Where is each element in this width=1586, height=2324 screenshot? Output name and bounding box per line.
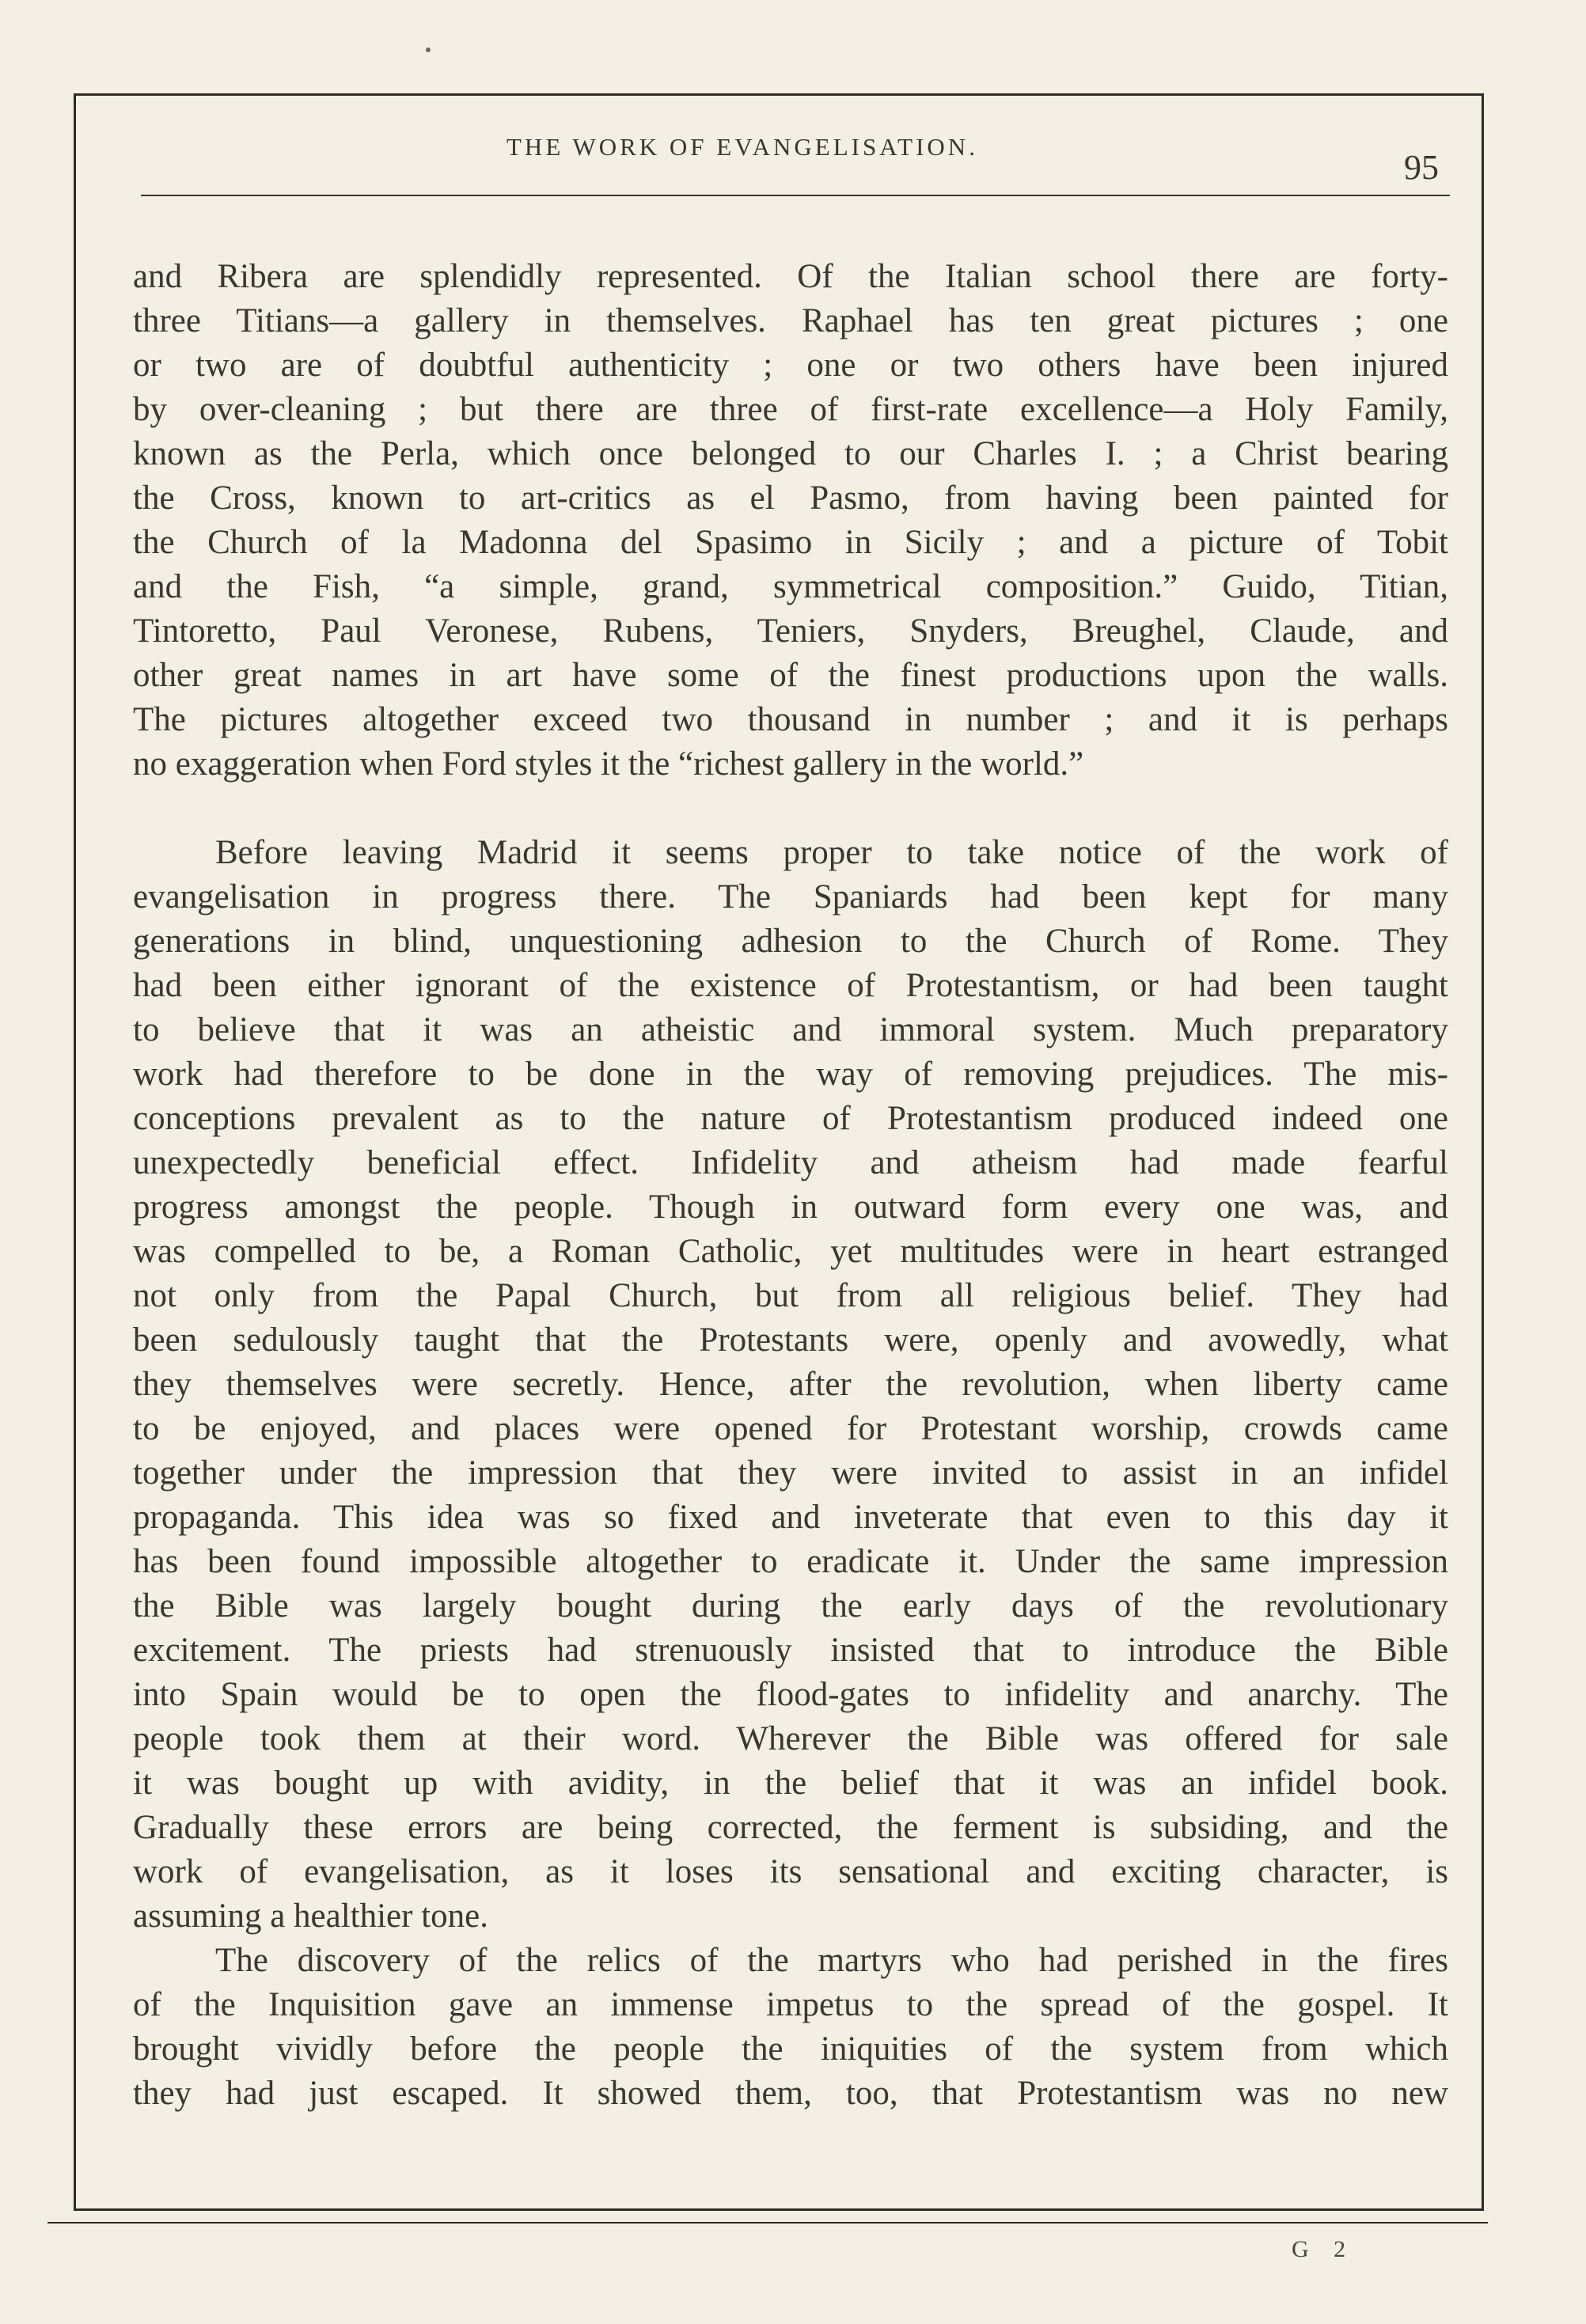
text-line: evangelisation in progress there. The Spaniards had been kept for many — [133, 878, 1448, 916]
text-line: or two are of doubtful authenticity ; one or two others have been injured — [133, 347, 1448, 384]
text-line: Gradually these errors are being corrected, the ferment is subsiding, and the — [133, 1809, 1448, 1846]
text-line: has been found impossible altogether to eradicate it. Under the same impression — [133, 1543, 1448, 1580]
page-number: 95 — [1404, 148, 1439, 187]
text-line: excitement. The priests had strenuously insisted that to introduce the Bible — [133, 1632, 1448, 1669]
text-line: The discovery of the relics of the martyrs who had perished in the fires — [215, 1942, 1448, 1979]
text-line: known as the Perla, which once belonged to our Charles I. ; a Christ bearing — [133, 435, 1448, 472]
text-line: other great names in art have some of the finest productions upon the walls. — [133, 657, 1448, 694]
text-line: into Spain would be to open the flood-gates to infidelity and anarchy. The — [133, 1676, 1448, 1713]
text-line: work had therefore to be done in the way of removing prejudices. The mis- — [133, 1056, 1448, 1093]
text-line: three Titians—a gallery in themselves. Raphael has ten great pictures ; one — [133, 302, 1448, 339]
paragraph-gap — [133, 787, 1448, 831]
text-line: generations in blind, unquestioning adhesion to the Church of Rome. They — [133, 923, 1448, 960]
paragraph — [133, 1939, 1448, 2116]
text-line: been sedulously taught that the Protestants were, openly and avowedly, what — [133, 1321, 1448, 1359]
running-head: THE WORK OF EVANGELISATION. — [507, 133, 978, 161]
bottom-rule — [47, 2222, 1488, 2224]
header-rule — [141, 195, 1450, 196]
text-line: Before leaving Madrid it seems proper to take notice of the work of — [215, 834, 1448, 871]
text-line: to be enjoyed, and places were opened for Protestant worship, crowds came — [133, 1410, 1448, 1447]
text-line: was compelled to be, a Roman Catholic, yet multitudes were in heart estranged — [133, 1233, 1448, 1270]
text-line: it was bought up with avidity, in the belief that it was an infidel book. — [133, 1765, 1448, 1802]
text-line: the Church of la Madonna del Spasimo in Sicily ; and a picture of Tobit — [133, 524, 1448, 561]
text-line: people took them at their word. Wherever the Bible was offered for sale — [133, 1720, 1448, 1757]
text-line: no exaggeration when Ford styles it the “richest gallery in the world.” — [133, 745, 1084, 783]
text-line: the Bible was largely bought during the early days of the revolutionary — [133, 1587, 1448, 1625]
text-line: Tintoretto, Paul Veronese, Rubens, Teniers, Snyders, Breughel, Claude, and — [133, 612, 1448, 650]
text-line: The pictures altogether exceed two thousand in number ; and it is perhaps — [133, 701, 1448, 738]
text-line: they themselves were secretly. Hence, after the revolution, when liberty came — [133, 1366, 1448, 1403]
text-line: they had just escaped. It showed them, too, that Protestantism was no new — [133, 2075, 1448, 2112]
body-text — [133, 255, 1448, 2116]
text-line: not only from the Papal Church, but from all religious belief. They had — [133, 1277, 1448, 1314]
text-line: assuming a healthier tone. — [133, 1897, 488, 1935]
text-line: the Cross, known to art-critics as el Pasmo, from having been painted for — [133, 480, 1448, 517]
text-line: unexpectedly beneficial effect. Infidelity and atheism had made fearful — [133, 1144, 1448, 1181]
text-line: and the Fish, “a simple, grand, symmetrical composition.” Guido, Titian, — [133, 568, 1448, 605]
text-line: by over-cleaning ; but there are three of first-rate excellence—a Holy Family, — [133, 391, 1448, 428]
text-line: propaganda. This idea was so fixed and inveterate that even to this day it — [133, 1499, 1448, 1536]
text-line: brought vividly before the people the iniquities of the system from which — [133, 2030, 1448, 2068]
text-line: to believe that it was an atheistic and immoral system. Much preparatory — [133, 1011, 1448, 1048]
text-line: work of evangelisation, as it loses its sensational and exciting character, is — [133, 1853, 1448, 1890]
text-line: progress amongst the people. Though in outward form every one was, and — [133, 1189, 1448, 1226]
text-line: together under the impression that they were invited to assist in an infidel — [133, 1454, 1448, 1492]
paragraph — [133, 831, 1448, 1939]
text-line: of the Inquisition gave an immense impetus to the spread of the gospel. It — [133, 1986, 1448, 2023]
ink-speck — [426, 47, 431, 52]
text-line: and Ribera are splendidly represented. Of the Italian school there are forty- — [133, 258, 1448, 295]
paragraph — [133, 255, 1448, 787]
text-line: had been either ignorant of the existence of Protestantism, or had been taught — [133, 967, 1448, 1004]
signature-mark: G 2 — [1292, 2236, 1356, 2262]
text-line: conceptions prevalent as to the nature of Protestantism produced indeed one — [133, 1100, 1448, 1137]
